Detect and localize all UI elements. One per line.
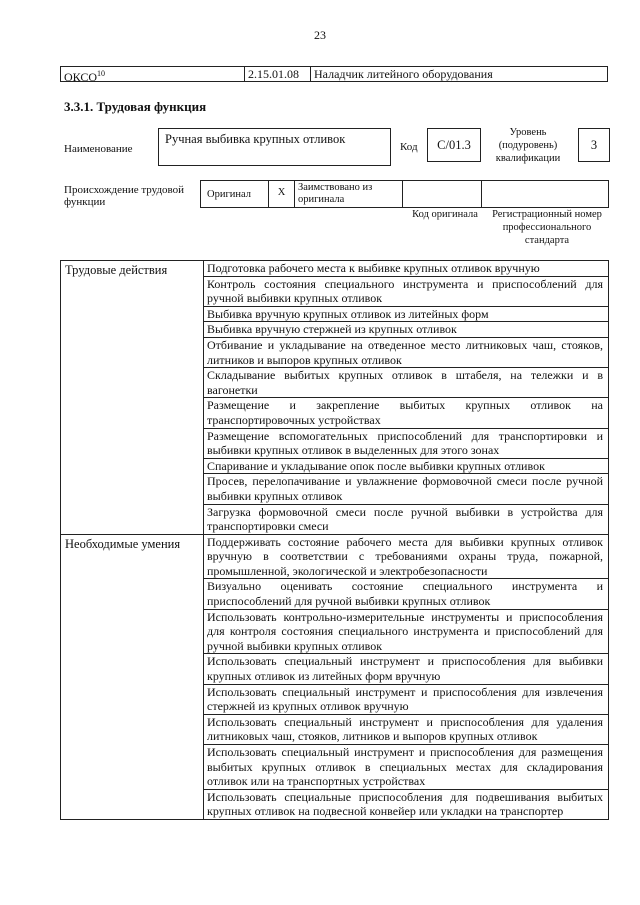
code-value: C/01.3 [427,128,481,162]
list-item: Поддерживать состояние рабочего места для выбивки крупных отливок вручную в соответствии с требованиями охраны труда, пожарной, промышленной, экологической и электробезопасности [204,534,609,579]
okso-name: Наладчик литейного оборудования [314,67,493,81]
origin-label: Происхождение трудовой функции [64,184,185,208]
page-number: 23 [314,28,326,42]
list-item: Контроль состояния специального инструмента и приспособлений для ручной выбивки крупных отливок [204,276,609,306]
list-item: Использовать специальный инструмент и приспособления для удаления литниковых чаш, стояков, литников и выпоров крупных отливок [204,714,609,744]
name-value: Ручная выбивка крупных отливок [158,128,391,166]
origin-row [200,180,609,208]
list-item: Размещение и закрепление выбитых крупных отливок на транспортировочных устройствах [204,398,609,428]
list-item: Выбивка вручную стержней из крупных отливок [204,322,609,338]
section-title: 3.3.1. Трудовая функция [64,99,207,114]
origin-original: Оригинал [201,181,269,207]
list-item: Просев, перелопачивание и увлажнение формовочной смеси после ручной выбивки крупных отливок [204,474,609,504]
function-table-body [61,261,609,820]
table-row [61,534,609,579]
list-item: Использовать специальный инструмент и приспособления для выбивки крупных отливок из литейных форм вручную [204,654,609,684]
list-item: Загрузка формовочной смеси после ручной выбивки в устройства для транспортировки смеси [204,504,609,534]
okso-label: ОКСО [64,70,98,84]
list-item: Подготовка рабочего места к выбивке крупных отливок вручную [204,261,609,277]
list-item: Использовать специальный инструмент и приспособления для размещения выбитых крупных отливок в специальных местах для складирования отливок или на транспортных устройствах [204,745,609,790]
list-item: Спаривание и укладывание опок после выбивки крупных отливок [204,458,609,474]
section-header: Трудовые действия [61,261,204,535]
section-header: Необходимые умения [61,534,204,819]
level-label: Уровень (подуровень) квалификации [495,127,561,164]
level-value: 3 [578,128,610,162]
origin-code-caption: Код оригинала [412,209,478,220]
list-item: Отбивание и укладывание на отведенное место литниковых чаш, стояков, литников и выпоров крупных отливок [204,337,609,367]
okso-row [60,66,608,82]
okso-code: 2.15.01.08 [245,67,311,81]
list-item: Складывание выбитых крупных отливок в штабеля, на тележки и в вагонетки [204,368,609,398]
list-item: Размещение вспомогательных приспособлений для транспортировки и выбивки крупных отливок в выделенных для этого зонах [204,428,609,458]
origin-reg-cell [482,181,608,207]
table-row [61,261,609,277]
list-item: Использовать контрольно-измерительные инструменты и приспособления для контроля состояния специального инструмента и приспособлений для ручной выбивки крупных отливок [204,609,609,654]
okso-label-cell [61,67,245,84]
origin-code-cell [403,181,482,207]
list-item: Использовать специальные приспособления для подвешивания выбитых крупных отливок на подвесной конвейер или укладки на транспортер [204,789,609,819]
list-item: Выбивка вручную крупных отливок из литейных форм [204,306,609,322]
okso-footnote: 10 [97,69,106,78]
list-item: Визуально оценивать состояние специального инструмента и приспособлений для ручной выбивки крупных отливок [204,579,609,609]
code-label: Код [400,141,418,153]
name-label: Наименование [64,143,133,155]
list-item: Использовать специальный инструмент и приспособления для извлечения стержней из крупных отливок вручную [204,684,609,714]
origin-mark: X [269,181,295,207]
function-table [60,260,609,820]
origin-reg-caption: Регистрационный номер профессионального стандарта [492,209,602,246]
origin-borrowed: Заимствовано из оригинала [295,181,403,207]
